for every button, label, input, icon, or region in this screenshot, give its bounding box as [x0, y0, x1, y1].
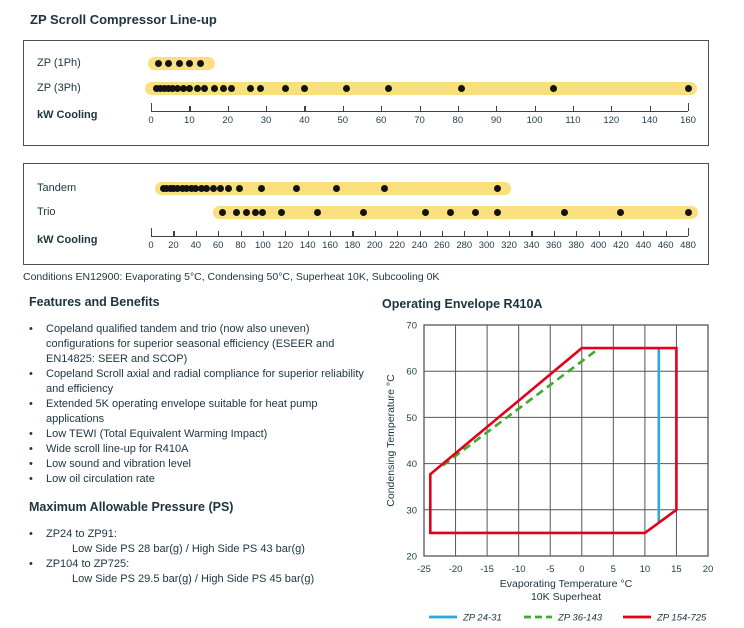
x-tick-label: -25 — [417, 564, 431, 575]
features-list — [29, 322, 370, 487]
axis-tick — [420, 106, 421, 111]
axis-tick — [397, 231, 398, 236]
axis-tick — [442, 231, 443, 236]
axis-tick-label: 140 — [641, 115, 658, 126]
axis-tick-label: 380 — [568, 240, 585, 251]
model-dot — [186, 85, 193, 92]
y-tick-label: 30 — [406, 505, 417, 517]
bullet-icon: • — [29, 323, 33, 335]
model-dot — [381, 185, 388, 192]
envelope-series-zp-36-143 — [443, 349, 598, 465]
bullet-icon: • — [29, 368, 33, 380]
legend-label: ZP 36-143 — [558, 612, 603, 624]
axis-tick — [573, 106, 574, 111]
bullet-icon: • — [29, 528, 33, 540]
axis-tick-label: 120 — [277, 240, 294, 251]
list-item-text: Low oil circulation rate — [46, 473, 155, 485]
y-tick-label: 50 — [406, 412, 417, 424]
x-axis-subtitle: 10K Superheat — [530, 591, 602, 603]
axis-tick-label: 320 — [501, 240, 517, 251]
features-heading: Features and Benefits — [29, 295, 160, 309]
x-tick-label: 0 — [579, 564, 585, 575]
pressure-list — [29, 527, 370, 587]
axis-tick — [496, 106, 497, 111]
model-dot — [233, 209, 240, 216]
axis-tick-label: 340 — [523, 240, 540, 251]
axis-tick-label: 180 — [344, 240, 361, 251]
model-dot — [561, 209, 568, 216]
operating-envelope-chart — [380, 318, 736, 628]
conditions-note: Conditions EN12900: Evaporating 5°C, Condensing 50°C, Superheat 10K, Subcooling 0K — [23, 271, 440, 283]
model-dot — [333, 185, 340, 192]
x-tick-label: -15 — [480, 564, 494, 575]
model-dot — [278, 209, 285, 216]
axis-tick-label: 0 — [148, 240, 154, 251]
range-band — [213, 206, 698, 219]
axis-title: kW Cooling — [37, 109, 98, 121]
axis-tick — [621, 231, 622, 236]
x-tick-label: 10 — [639, 564, 651, 575]
bullet-icon: • — [29, 473, 33, 485]
axis-tick-label: 100 — [254, 240, 271, 251]
model-dot — [343, 85, 350, 92]
model-dot — [685, 209, 692, 216]
axis-tick — [487, 231, 488, 236]
axis-tick — [458, 106, 459, 111]
model-dot — [197, 60, 204, 67]
bullet-icon: • — [29, 443, 33, 455]
list-item — [29, 557, 370, 572]
axis-tick-label: 70 — [414, 115, 425, 126]
axis-line — [151, 111, 688, 112]
list-item-text: Low TEWI (Total Equivalent Warming Impact) — [46, 428, 268, 440]
axis-tick-label: 400 — [590, 240, 607, 251]
axis-tick-label: 460 — [657, 240, 674, 251]
axis-tick — [330, 231, 331, 236]
model-dot — [258, 185, 265, 192]
x-tick-label: -10 — [511, 564, 526, 575]
axis-tick-label: 240 — [411, 240, 428, 251]
list-item-text: ZP104 to ZP725: — [46, 558, 130, 570]
axis-tick-label: 480 — [680, 240, 696, 251]
model-dot — [211, 85, 218, 92]
axis-tick — [464, 231, 465, 236]
envelope-heading: Operating Envelope R410A — [382, 297, 543, 311]
axis-tick — [375, 231, 376, 236]
model-dot — [228, 85, 235, 92]
y-axis-title: Condensing Temperature °C — [385, 374, 397, 507]
list-item — [29, 397, 370, 427]
lineup-chart-single-three-phase — [23, 40, 709, 146]
axis-tick — [151, 103, 152, 111]
x-tick-label: -20 — [448, 564, 463, 575]
axis-tick-label: 10 — [184, 115, 195, 126]
axis-tick — [599, 231, 600, 236]
model-dot — [194, 85, 201, 92]
axis-tick-label: 40 — [190, 240, 202, 251]
axis-tick — [420, 231, 421, 236]
axis-tick-label: 40 — [299, 115, 310, 126]
bullet-icon: • — [29, 558, 33, 570]
model-dot — [458, 85, 465, 92]
x-axis-title: Evaporating Temperature °C — [499, 578, 633, 590]
model-dot — [243, 209, 250, 216]
list-item — [29, 457, 370, 472]
list-item-detail: Low Side PS 28 bar(g) / High Side PS 43 bar(g) — [72, 543, 305, 555]
model-dot — [186, 60, 193, 67]
axis-tick — [196, 231, 197, 236]
lineup-chart-tandem-trio — [23, 163, 709, 265]
list-item — [29, 472, 370, 487]
axis-tick-label: 200 — [366, 240, 383, 251]
axis-tick-label: 440 — [635, 240, 652, 251]
model-dot — [236, 185, 243, 192]
axis-tick-label: 80 — [452, 115, 464, 126]
legend-label: ZP 24-31 — [463, 612, 502, 624]
model-dot — [617, 209, 624, 216]
axis-tick-label: 90 — [490, 115, 502, 126]
model-dot — [252, 209, 259, 216]
model-dot — [447, 209, 454, 216]
x-tick-label: 15 — [671, 564, 682, 575]
axis-tick-label: 360 — [545, 240, 562, 251]
model-dot — [472, 209, 479, 216]
model-dot — [314, 209, 321, 216]
axis-tick — [576, 231, 577, 236]
axis-tick-label: 60 — [212, 240, 224, 251]
axis-tick-label: 220 — [389, 240, 406, 251]
y-tick-label: 20 — [406, 551, 417, 563]
axis-tick-label: 110 — [565, 115, 581, 126]
model-dot — [165, 60, 172, 67]
axis-tick-label: 280 — [456, 240, 473, 251]
axis-tick — [285, 231, 286, 236]
axis-tick-label: 20 — [168, 240, 179, 251]
x-tick-label: -5 — [545, 564, 555, 575]
axis-tick-label: 300 — [478, 240, 495, 251]
list-item-text: ZP24 to ZP91: — [46, 528, 117, 540]
model-dot — [257, 85, 264, 92]
model-dot — [155, 60, 162, 67]
axis-tick — [304, 106, 305, 111]
axis-tick-label: 100 — [526, 115, 543, 126]
axis-tick — [173, 231, 174, 236]
list-item — [29, 427, 370, 442]
row-label: ZP (1Ph) — [37, 57, 81, 69]
bullet-icon: • — [29, 398, 33, 410]
axis-tick — [611, 106, 612, 111]
axis-tick — [308, 231, 309, 236]
axis-title: kW Cooling — [37, 234, 98, 246]
model-dot — [494, 209, 501, 216]
list-item — [29, 527, 370, 542]
axis-tick-label: 0 — [148, 115, 154, 126]
axis-tick — [688, 103, 689, 111]
list-item-text: Extended 5K operating envelope suitable for heat pump applications — [46, 398, 318, 425]
y-tick-label: 40 — [406, 459, 417, 471]
axis-tick — [266, 106, 267, 111]
axis-tick — [381, 106, 382, 111]
axis-tick-label: 20 — [222, 115, 233, 126]
model-dot — [219, 209, 226, 216]
x-tick-label: 5 — [610, 564, 616, 575]
x-tick-label: 20 — [702, 564, 714, 575]
axis-tick-label: 50 — [337, 115, 349, 126]
axis-tick-label: 420 — [612, 240, 629, 251]
legend-label: ZP 154-725 — [657, 612, 707, 624]
model-dot — [259, 209, 266, 216]
axis-tick — [218, 231, 219, 236]
axis-tick-label: 160 — [322, 240, 338, 251]
axis-line — [151, 236, 688, 237]
model-dot — [201, 85, 208, 92]
bullet-icon: • — [29, 458, 33, 470]
model-dot — [422, 209, 429, 216]
axis-tick — [241, 231, 242, 236]
axis-tick — [352, 231, 353, 236]
axis-tick — [535, 106, 536, 111]
axis-tick-label: 30 — [260, 115, 272, 126]
y-tick-label: 70 — [406, 320, 417, 332]
axis-tick — [343, 106, 344, 111]
row-label: Trio — [37, 206, 56, 218]
axis-tick — [228, 106, 229, 111]
axis-tick — [151, 228, 152, 236]
axis-tick-label: 60 — [375, 115, 387, 126]
list-item — [29, 367, 370, 397]
list-item-detail: Low Side PS 29.5 bar(g) / High Side PS 45 bar(g) — [72, 573, 315, 585]
axis-tick — [688, 228, 689, 236]
axis-tick-label: 160 — [680, 115, 696, 126]
list-item-text: Wide scroll line-up for R410A — [46, 443, 189, 455]
list-item-text: Copeland qualified tandem and trio (now also uneven) configurations for superior seasonal efficiency (ESEER and EN14825: SEER and SCOP) — [46, 323, 335, 365]
row-label: ZP (3Ph) — [37, 82, 81, 94]
model-dot — [220, 85, 227, 92]
model-dot — [685, 85, 692, 92]
list-item — [29, 442, 370, 457]
envelope-series-zp-154-725 — [430, 348, 676, 533]
model-dot — [293, 185, 300, 192]
list-item-text: Copeland Scroll axial and radial compliance for superior reliability and efficiency — [46, 368, 364, 395]
axis-tick — [650, 106, 651, 111]
axis-tick — [189, 106, 190, 111]
model-dot — [360, 209, 367, 216]
axis-tick-label: 260 — [433, 240, 450, 251]
list-item — [29, 322, 370, 367]
model-dot — [282, 85, 289, 92]
pressure-heading: Maximum Allowable Pressure (PS) — [29, 500, 234, 514]
axis-tick-label: 120 — [603, 115, 620, 126]
model-dot — [550, 85, 557, 92]
y-tick-label: 60 — [406, 366, 417, 378]
axis-tick — [554, 231, 555, 236]
model-dot — [176, 60, 183, 67]
model-dot — [301, 85, 308, 92]
model-dot — [494, 185, 501, 192]
axis-tick — [531, 231, 532, 236]
axis-tick — [643, 231, 644, 236]
axis-tick — [263, 231, 264, 236]
model-dot — [217, 185, 224, 192]
model-dot — [385, 85, 392, 92]
axis-tick — [666, 231, 667, 236]
model-dot — [225, 185, 232, 192]
bullet-icon: • — [29, 428, 33, 440]
list-item-text: Low sound and vibration level — [46, 458, 191, 470]
page-title: ZP Scroll Compressor Line-up — [30, 12, 217, 27]
row-label: Tandem — [37, 182, 77, 194]
axis-tick-label: 80 — [235, 240, 246, 251]
axis-tick-label: 140 — [299, 240, 316, 251]
model-dot — [247, 85, 254, 92]
axis-tick — [509, 231, 510, 236]
